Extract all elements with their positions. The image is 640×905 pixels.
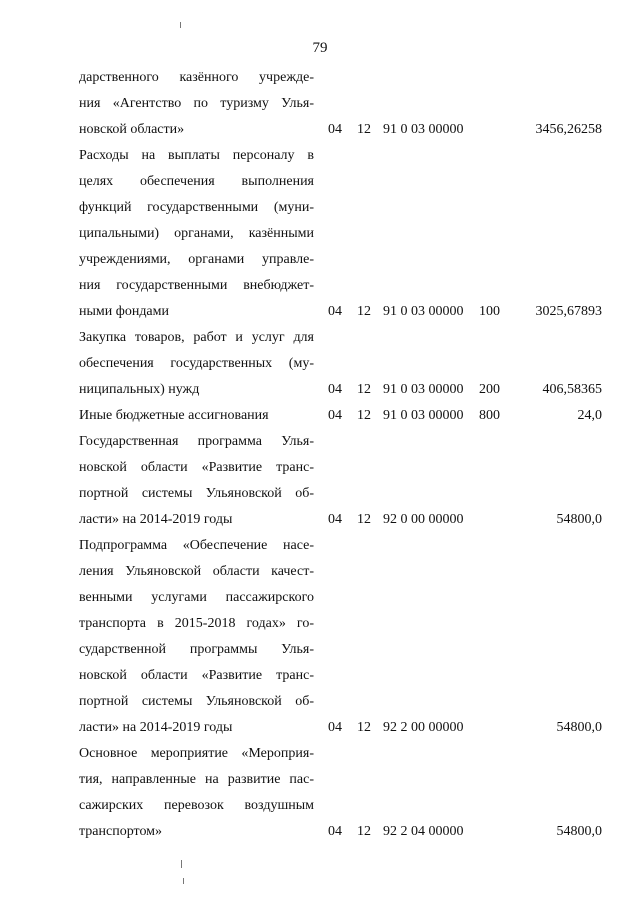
scan-speck [181,860,182,868]
scan-speck [183,878,184,884]
section-code: 04 [328,408,342,423]
row-description-line: ласти» на 2014-2019 годы [79,720,233,735]
amount: 54800,0 [556,720,602,735]
target-article-code: 91 0 03 00000 [383,122,464,137]
row-description-line: Государственная программа Улья- [79,434,314,449]
row-description-line: новской области «Развитие транс- [79,668,314,683]
expense-type-code: 200 [479,382,500,397]
row-description-line: новской области» [79,122,185,137]
section-code: 04 [328,720,342,735]
row-description-line: Иные бюджетные ассигнования [79,408,269,423]
expense-type-code: 100 [479,304,500,319]
target-article-code: 92 2 00 00000 [383,720,464,735]
row-description-line: тия, направленные на развитие пас- [79,772,314,787]
scan-speck [180,22,181,28]
row-description-line: Основное мероприятие «Мероприя- [79,746,314,761]
section-code: 04 [328,122,342,137]
target-article-code: 91 0 03 00000 [383,382,464,397]
amount: 54800,0 [556,824,602,839]
row-description-line: портной системы Ульяновской об- [79,486,314,501]
subsection-code: 12 [357,720,371,735]
page-number: 79 [312,40,328,56]
row-description-line: целях обеспечения выполнения [79,174,314,189]
amount: 406,58365 [542,382,602,397]
amount: 3456,26258 [535,122,602,137]
subsection-code: 12 [357,408,371,423]
row-description-line: ными фондами [79,304,170,319]
row-description-line: транспорта в 2015-2018 годах» го- [79,616,314,631]
row-description-line: Расходы на выплаты персоналу в [79,148,314,163]
subsection-code: 12 [357,304,371,319]
subsection-code: 12 [357,382,371,397]
subsection-code: 12 [357,122,371,137]
target-article-code: 92 2 04 00000 [383,824,464,839]
amount: 54800,0 [556,512,602,527]
section-code: 04 [328,382,342,397]
row-description-line: Закупка товаров, работ и услуг для [79,330,314,345]
row-description-line: сажирских перевозок воздушным [79,798,314,813]
row-description-line: венными услугами пассажирского [79,590,314,605]
target-article-code: 91 0 03 00000 [383,408,464,423]
subsection-code: 12 [357,824,371,839]
expense-type-code: 800 [479,408,500,423]
section-code: 04 [328,512,342,527]
section-code: 04 [328,824,342,839]
row-description-line: ния «Агентство по туризму Улья- [79,96,314,111]
row-description-line: функций государственными (муни- [79,200,314,215]
row-description-line: ниципальных) нужд [79,382,200,397]
row-description-line: сударственной программы Улья- [79,642,314,657]
row-description-line: дарственного казённого учрежде- [79,70,314,85]
row-description-line: ления Ульяновской области качест- [79,564,314,579]
row-description-line: новской области «Развитие транс- [79,460,314,475]
amount: 3025,67893 [535,304,602,319]
subsection-code: 12 [357,512,371,527]
row-description-line: учреждениями, органами управле- [79,252,314,267]
row-description-line: ния государственными внебюджет- [79,278,314,293]
row-description-line: транспортом» [79,824,163,839]
row-description-line: ласти» на 2014-2019 годы [79,512,233,527]
row-description-line: обеспечения государственных (му- [79,356,314,371]
row-description-line: Подпрограмма «Обеспечение насе- [79,538,314,553]
target-article-code: 92 0 00 00000 [383,512,464,527]
section-code: 04 [328,304,342,319]
target-article-code: 91 0 03 00000 [383,304,464,319]
amount: 24,0 [577,408,602,423]
row-description-line: портной системы Ульяновской об- [79,694,314,709]
row-description-line: ципальными) органами, казёнными [79,226,314,241]
